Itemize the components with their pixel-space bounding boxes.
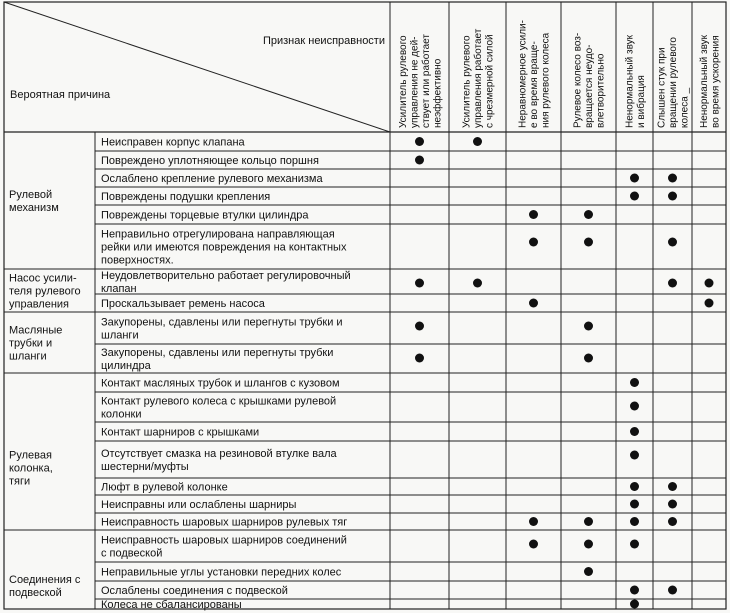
fault-dot xyxy=(668,482,677,491)
fault-dot xyxy=(630,500,639,509)
fault-dot xyxy=(584,210,593,219)
fault-dot xyxy=(630,192,639,201)
fault-dot xyxy=(668,586,677,595)
column-header-line: и вибрация xyxy=(635,75,647,128)
fault-dot xyxy=(584,540,593,549)
row-label-line: цилиндра xyxy=(101,360,151,372)
column-header-line: неэффективно xyxy=(432,58,444,128)
fault-dot xyxy=(415,279,424,288)
group-label-line: Масляные xyxy=(9,324,63,337)
column-header-line: е во время враще- xyxy=(529,41,540,128)
fault-dot xyxy=(630,586,639,595)
fault-dot xyxy=(529,238,538,247)
group-label-line: теля рулевого xyxy=(9,285,81,298)
fault-dot xyxy=(630,451,639,460)
group-label-line: шланги xyxy=(9,350,47,363)
fault-dot xyxy=(630,517,639,526)
row-label-line: Закупорены, сдавлены или перегнуты трубки xyxy=(101,347,334,359)
row-label-line: Неправильные углы установки передних колес xyxy=(101,566,342,579)
fault-dot xyxy=(630,427,639,436)
column-header-line: вращается неудо- xyxy=(584,44,595,128)
fault-dot xyxy=(630,174,639,183)
row-label-line: Повреждены торцевые втулки цилиндра xyxy=(101,209,309,222)
column-header-line: Слышен стук при xyxy=(656,47,668,128)
group-label-line: Насос усили- xyxy=(9,272,77,285)
row-label-line: Повреждены подушки крепления xyxy=(101,191,271,203)
row-label-line: Отсутствует смазка на резиновой втулке вала xyxy=(101,448,337,460)
fault-dot xyxy=(529,517,538,526)
row-label-line: колонки xyxy=(101,408,142,421)
column-header-line: вращении рулевого xyxy=(668,37,679,128)
row-label-line: Ослаблено крепление рулевого механизма xyxy=(101,173,323,185)
group-label-line: управления xyxy=(9,298,69,311)
fault-dot xyxy=(415,322,424,331)
row-label-line: Неисправность шаровых шарниров рулевых тяг xyxy=(101,516,348,529)
column-header-line: ствует или работает xyxy=(420,34,432,128)
fault-dot xyxy=(668,517,677,526)
header-diagonal xyxy=(4,2,390,132)
fault-dot xyxy=(668,238,677,247)
row-label-line: Проскальзывает ремень насоса xyxy=(101,298,265,310)
row-label-line: Неисправны или ослаблены шарниры xyxy=(101,499,297,511)
group-label-line: тяги xyxy=(9,475,31,488)
fault-dot xyxy=(529,540,538,549)
group-label-line: механизм xyxy=(9,202,59,214)
row-label-line: Ослаблены соединения с подвеской xyxy=(101,585,288,597)
row-label-line: Неудовлетворительно работает регулировочный xyxy=(101,270,351,282)
group-label-line: колонка, xyxy=(9,462,53,475)
cause-axis-label: Вероятная причина xyxy=(10,89,111,101)
row-label-line: с подвеской xyxy=(101,547,163,560)
column-header-line: управления работает xyxy=(473,28,484,128)
fault-dot xyxy=(630,378,639,387)
column-header-line: Усилитель рулевого xyxy=(397,35,409,128)
column-header-line: во время ускорения xyxy=(710,35,722,128)
group-label-line: Соединения с xyxy=(9,574,81,586)
fault-dot xyxy=(630,600,639,609)
column-header-line: ния рулевого колеса xyxy=(540,32,552,128)
row-label-line: Колеса не сбалансированы xyxy=(101,599,242,611)
row-label-line: Неисправен корпус клапана xyxy=(101,136,245,149)
column-header-line: с чрезмерной силой xyxy=(484,34,496,128)
column-header-line: Рулевое колесо воз- xyxy=(572,32,584,128)
fault-dot xyxy=(415,137,424,146)
fault-dot xyxy=(529,210,538,219)
fault-dot xyxy=(630,482,639,491)
fault-dot xyxy=(584,567,593,576)
group-label-line: подвеской xyxy=(9,587,62,599)
group-label-line: Рулевой xyxy=(9,189,53,201)
fault-dot xyxy=(668,279,677,288)
row-label-line: Закупорены, сдавлены или перегнуты трубки и xyxy=(101,316,343,329)
row-label-line: Люфт в рулевой колонке xyxy=(101,481,228,494)
fault-dot xyxy=(668,192,677,201)
fault-dot xyxy=(668,174,677,183)
group-label-line: трубки и xyxy=(9,337,53,350)
column-header-line: Усилитель рулевого xyxy=(461,35,473,128)
fault-dot xyxy=(415,156,424,165)
group-label-line: Рулевая xyxy=(9,449,52,462)
fault-dot xyxy=(630,402,639,411)
fault-dot xyxy=(415,354,424,363)
row-label-line: Контакт рулевого колеса с крышками рулевой xyxy=(101,395,337,408)
row-label-line: рейки или имеются повреждения на контактных xyxy=(101,241,347,254)
column-header-line: Ненормальный звук xyxy=(624,34,636,128)
column-header-line: управления не дей- xyxy=(409,36,421,128)
fault-dot xyxy=(630,540,639,549)
fault-dot xyxy=(584,238,593,247)
row-label-line: клапан xyxy=(101,283,137,295)
column-header-line: колеса _ xyxy=(679,87,691,128)
row-label-line: Контакт шарниров с крышками xyxy=(101,426,260,439)
row-label-line: Неисправность шаровых шарниров соединений xyxy=(101,534,347,547)
row-label-line: Контакт масляных трубок и шлангов с кузовом xyxy=(101,377,340,390)
row-label-line: шланги xyxy=(101,329,139,342)
fault-dot xyxy=(529,299,538,308)
row-label-line: шестерни/муфты xyxy=(101,461,189,473)
fault-dot xyxy=(584,354,593,363)
fault-dot xyxy=(473,137,482,146)
fault-dot xyxy=(584,322,593,331)
column-header-line: Ненормальный звук xyxy=(698,34,710,128)
fault-dot xyxy=(584,517,593,526)
fault-dot xyxy=(705,299,714,308)
symptom-axis-label: Признак неисправности xyxy=(262,35,385,47)
fault-dot xyxy=(705,279,714,288)
fault-dot xyxy=(668,500,677,509)
fault-dot xyxy=(473,279,482,288)
row-label-line: Неправильно отрегулирована направляющая xyxy=(101,228,335,241)
row-label-line: поверхностях. xyxy=(101,254,174,267)
column-header-line: влетворительно xyxy=(595,53,607,128)
column-header-line: Неравномерное усили- xyxy=(517,20,529,128)
row-label-line: Повреждено уплотняющее кольцо поршня xyxy=(101,155,319,167)
